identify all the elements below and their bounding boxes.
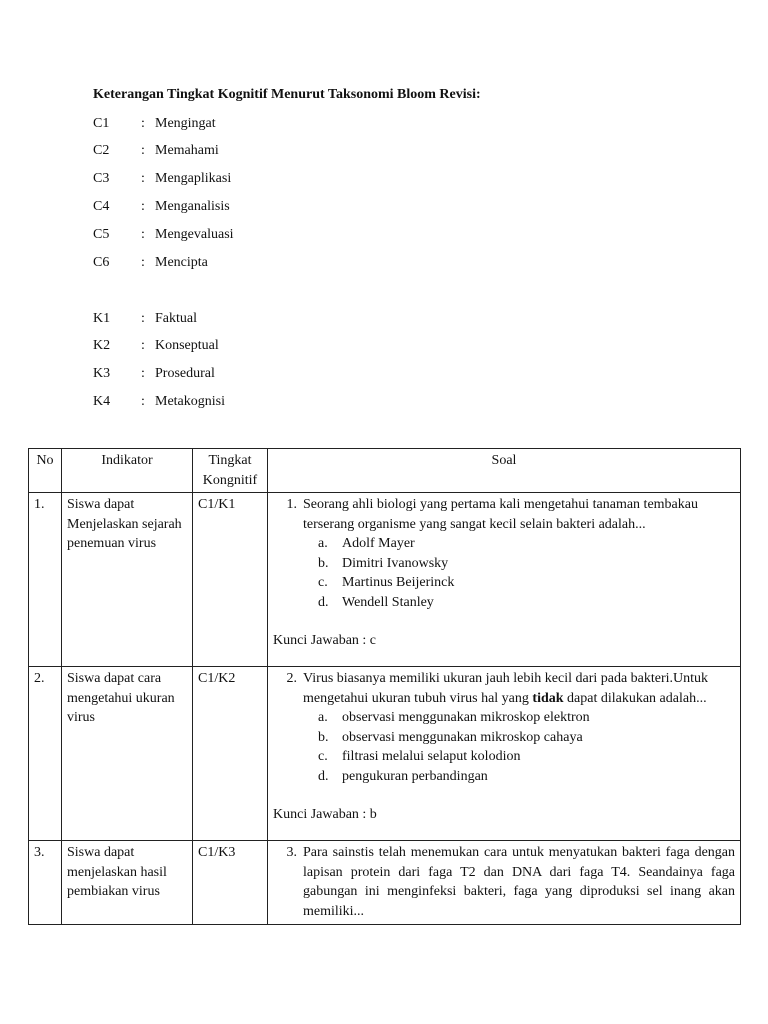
header-no: No [29, 449, 62, 493]
knowledge-level-k1 [93, 309, 197, 329]
level-code: K1 [93, 311, 111, 326]
level-code: C6 [93, 255, 110, 270]
cell-no: 1. [29, 493, 62, 667]
option-letter: a. [318, 710, 328, 725]
header-tingkat-line2: Kongnitif [202, 472, 258, 488]
level-separator: : [141, 227, 145, 242]
level-code: C4 [93, 199, 110, 214]
level-code: C5 [93, 227, 110, 242]
level-code: K3 [93, 366, 111, 381]
level-code: K4 [93, 394, 111, 409]
legend-heading: Keterangan Tingkat Kognitif Menurut Taksonomi Bloom Revisi: [93, 87, 481, 102]
level-label: Faktual [155, 311, 197, 326]
level-separator: : [141, 366, 145, 381]
level-label: Mengaplikasi [155, 171, 232, 186]
cell-tingkat: C1/K1 [193, 493, 268, 667]
header-tingkat-kognitif [193, 449, 268, 493]
cell-no: 2. [29, 667, 62, 841]
level-separator: : [141, 394, 145, 409]
option-letter: b. [318, 729, 329, 745]
cell-tingkat: C1/K3 [193, 841, 268, 925]
option-text: observasi menggunakan mikroskop cahaya [342, 729, 583, 745]
level-code: C3 [93, 171, 110, 186]
level-separator: : [141, 143, 145, 158]
option-letter: c. [318, 749, 328, 764]
question-text-emphasis: tidak [532, 690, 564, 706]
cognitive-level-c4 [93, 197, 230, 217]
answer-option [318, 747, 735, 767]
cell-no: 3. [29, 841, 62, 925]
level-label: Menganalisis [155, 199, 230, 214]
cognitive-level-c6 [93, 253, 208, 273]
level-label: Metakognisi [155, 394, 225, 409]
table-row [29, 667, 741, 841]
question-text [303, 669, 735, 708]
level-separator: : [141, 311, 145, 326]
question [273, 843, 735, 921]
level-label: Memahami [155, 143, 219, 158]
level-label: Mengevaluasi [155, 227, 234, 242]
question-text: Para sainstis telah menemukan cara untuk menyatukan bakteri faga dengan lapisan protein dari faga T2 dan DNA dari faga T4. Seandainya faga gabungan ini menginfeksi bakteri, faga yang diproduksi sel inang akan memiliki... [303, 845, 735, 919]
answer-option [318, 554, 735, 574]
cell-indikator: Siswa dapat cara mengetahui ukuran virus [62, 667, 193, 841]
answer-option [318, 593, 735, 613]
table-header-row [29, 449, 741, 493]
level-separator: : [141, 338, 145, 353]
question-text-main: Seorang ahli biologi yang pertama kali mengetahui tanaman tembakau terserang organisme yang sangat kecil selain bakteri adalah... [303, 497, 698, 532]
question-number: 2. [286, 671, 297, 686]
option-text: pengukuran perbandingan [342, 768, 488, 784]
level-label: Mencipta [155, 255, 208, 270]
header-soal: Soal [268, 449, 741, 493]
option-text: Wendell Stanley [342, 594, 434, 610]
header-indikator: Indikator [62, 449, 193, 493]
level-code: C2 [93, 143, 110, 158]
option-text: Dimitri Ivanowsky [342, 555, 449, 571]
level-separator: : [141, 116, 145, 131]
level-label: Mengingat [155, 116, 216, 131]
question-table [28, 448, 741, 925]
option-text: Martinus Beijerinck [342, 575, 455, 590]
question-number: 1. [286, 497, 297, 512]
option-letter: d. [318, 594, 329, 610]
cell-soal [268, 493, 741, 667]
answer-key: Kunci Jawaban : c [273, 633, 377, 648]
answer-key: Kunci Jawaban : b [273, 807, 377, 822]
answer-option [318, 708, 735, 728]
table-row [29, 493, 741, 667]
question-text-pre: Virus biasanya memiliki ukuran jauh lebih kecil dari pada bakteri.Untuk mengetahui ukuran tubuh virus hal yang [303, 671, 709, 706]
level-label: Konseptual [155, 338, 219, 353]
cell-indikator: Siswa dapat Menjelaskan sejarah penemuan virus [62, 493, 193, 667]
level-label: Prosedural [155, 366, 215, 381]
knowledge-level-k3 [93, 364, 215, 384]
option-letter: d. [318, 768, 329, 784]
answer-option [318, 573, 735, 593]
answer-option [318, 767, 735, 787]
question [273, 669, 735, 708]
cognitive-level-c5 [93, 225, 234, 245]
option-text: filtrasi melalui selaput kolodion [342, 749, 521, 764]
question-text [303, 495, 735, 534]
question-number: 3. [286, 845, 297, 860]
level-separator: : [141, 255, 145, 270]
cell-soal [268, 841, 741, 925]
level-separator: : [141, 199, 145, 214]
level-code: K2 [93, 338, 111, 353]
cognitive-level-c3 [93, 169, 231, 189]
cognitive-level-c1 [93, 114, 216, 134]
option-letter: a. [318, 536, 328, 551]
level-separator: : [141, 171, 145, 186]
answer-option [318, 534, 735, 554]
option-letter: b. [318, 555, 329, 571]
header-tingkat-line1: Tingkat [208, 453, 252, 468]
question [273, 495, 735, 534]
option-text: observasi menggunakan mikroskop elektron [342, 710, 590, 725]
knowledge-level-k2 [93, 336, 219, 356]
cognitive-level-c2 [93, 141, 219, 161]
answer-option [318, 728, 735, 748]
cell-soal [268, 667, 741, 841]
cell-indikator: Siswa dapat menjelaskan hasil pembiakan virus [62, 841, 193, 925]
question-text-post: dapat dilakukan adalah... [563, 690, 707, 706]
table-row [29, 841, 741, 925]
knowledge-level-k4 [93, 392, 225, 412]
level-code: C1 [93, 116, 110, 131]
option-letter: c. [318, 575, 328, 590]
option-text: Adolf Mayer [342, 536, 415, 551]
cell-tingkat: C1/K2 [193, 667, 268, 841]
